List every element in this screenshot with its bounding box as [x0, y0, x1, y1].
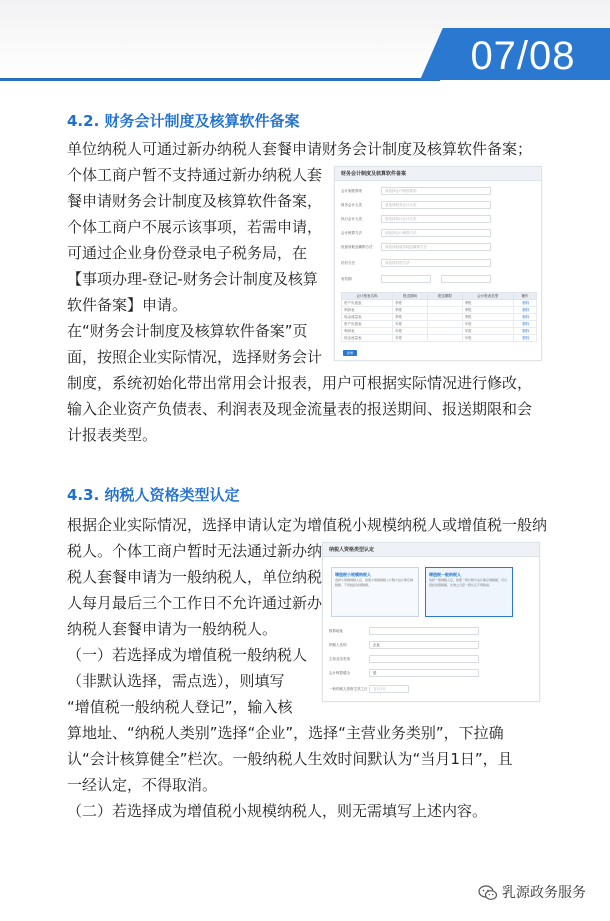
table-cell[interactable]: 年报 [462, 335, 513, 342]
form-row [329, 641, 529, 649]
section-43-line: 算地址、“纳税人类别”选择“企业”，选择“主营业务类别”，下拉确 [67, 724, 504, 742]
table-cell[interactable]: 季度 [393, 300, 428, 307]
section-42-line: 面，按照企业实际情况，选择财务会计 [67, 348, 323, 366]
table-cell: 现金流量表 [342, 335, 393, 342]
section-43-line: （二）若选择成为增值税小规模纳税人，则无需填写上述内容。 [67, 802, 488, 820]
header-rule [0, 78, 440, 81]
section-42-title: 4.2. 财务会计制度及核算软件备案 [67, 112, 300, 130]
table-cell[interactable] [427, 300, 462, 307]
section-42-line: 【事项办理-登记-财务会计制度及核算 [67, 270, 318, 288]
form-row [329, 669, 529, 677]
section-42-line: 输入企业资产负债表、利润表及现金流量表的报送期间、报送期限和会 [67, 400, 533, 418]
column-header: 操作 [513, 293, 536, 300]
delete-link[interactable]: 删除 [513, 307, 536, 314]
section-43-line: 税人。个体工商户暂时无法通过新办纳 [67, 542, 323, 560]
table-cell[interactable]: 年报 [462, 321, 513, 328]
section-43-line: （非默认选择，需点选），则填写 [67, 672, 285, 690]
section-43-line: 人每月最后三个工作日不允许通过新办 [67, 594, 323, 612]
table-row [342, 307, 537, 314]
report-table [341, 292, 537, 342]
form-row [341, 201, 541, 209]
field-label: 财务会计大类 [341, 203, 362, 207]
date-input[interactable] [381, 275, 431, 283]
field-select[interactable]: 请选择执行会计大类 [381, 215, 491, 223]
table-header-row [342, 293, 537, 300]
option-title: 增值税一般纳税人 [429, 572, 461, 577]
field-label: 核算地址 [329, 629, 343, 633]
table-cell: 资产负债表 [342, 321, 393, 328]
small-scale-taxpayer-option[interactable] [331, 567, 419, 617]
wechat-icon [478, 885, 498, 901]
field-label: 会计制度准则 [341, 189, 362, 193]
field-select[interactable]: 请选择财务会计大类 [381, 201, 491, 209]
taxpayer-type-select[interactable]: 企业 [369, 641, 479, 649]
field-label: 一般纳税人资格生效之日 [329, 687, 367, 691]
table-cell[interactable] [427, 314, 462, 321]
form-row [341, 275, 541, 283]
table-cell[interactable] [427, 307, 462, 314]
field-select[interactable]: 请选择会计制度准则 [381, 187, 491, 195]
table-cell[interactable] [427, 328, 462, 335]
field-label: 有效期 [341, 277, 352, 281]
form-row [341, 187, 541, 195]
table-cell: 利润表 [342, 328, 393, 335]
delete-link[interactable]: 删除 [513, 328, 536, 335]
field-select[interactable]: 请选择折旧方法 [381, 259, 491, 267]
screenshot-title: 财务会计制度及核算软件备案 [335, 167, 541, 181]
table-cell: 资产负债表 [342, 300, 393, 307]
add-row-button[interactable]: 新增 [343, 350, 357, 356]
table-cell[interactable]: 季报 [462, 307, 513, 314]
section-43-line: 纳税人套餐申请为一般纳税人。 [67, 620, 278, 638]
field-select[interactable]: 请选择会计核算方法 [381, 229, 491, 237]
section-43-line: 一经认定，不得取消。 [67, 776, 218, 794]
section-42-line: 可通过企业身份登录电子税务局，在 [67, 244, 308, 262]
section-42-line: 计报表类型。 [67, 426, 158, 444]
section-43-line: “增值税一般纳税人登记”，输入核 [67, 698, 293, 716]
table-cell[interactable]: 年度 [393, 328, 428, 335]
section-43-line: 认“会计核算健全”栏次。一般纳税人生效时间默认为“当月1日”，且 [67, 750, 513, 768]
table-cell[interactable] [427, 321, 462, 328]
option-description: 选择小规模纳税人后，按照小规模纳税人计税方法计算应纳税额，不得抵扣进项税额。 [335, 578, 414, 587]
table-row [342, 328, 537, 335]
form-row [341, 215, 541, 223]
table-cell[interactable]: 年度 [393, 321, 428, 328]
section-42-line: 软件备案】申请。 [67, 296, 188, 314]
form-row [329, 655, 529, 663]
field-label: 纳税人类别 [329, 643, 347, 647]
accounting-sound-select[interactable]: 是 [369, 669, 479, 677]
delete-link[interactable]: 删除 [513, 321, 536, 328]
field-label: 执行会计大类 [341, 217, 362, 221]
field-label: 会计核算方法 [341, 231, 362, 235]
field-label: 折旧方法 [341, 261, 355, 265]
form-row [329, 685, 529, 693]
option-description: 选择一般纳税人后，按照一般计税方法计算应纳税额，可以抵扣进项税额，生效之日起一经认定不得取消。 [429, 578, 508, 587]
table-row [342, 335, 537, 342]
table-cell[interactable]: 季度 [393, 314, 428, 321]
field-label: 低值易耗品摊销方法 [341, 245, 373, 249]
section-43-line: 根据企业实际情况，选择申请认定为增值税小规模纳税人或增值税一般纳 [67, 516, 548, 534]
screenshot-title: 纳税人资格类型认定 [323, 543, 539, 557]
table-cell[interactable]: 年度 [393, 335, 428, 342]
footer-brand-name: 乳源政务服务 [502, 885, 586, 901]
table-cell: 现金流量表 [342, 314, 393, 321]
delete-link[interactable]: 删除 [513, 300, 536, 307]
table-cell[interactable] [427, 335, 462, 342]
section-42-line: 餐申请财务会计制度及核算软件备案， [67, 192, 323, 210]
field-select[interactable]: 请选择低值易耗品摊销方法 [381, 243, 491, 251]
column-header: 会计报表类型 [462, 293, 513, 300]
table-cell: 利润表 [342, 307, 393, 314]
effective-date-input: 当月1日 [369, 685, 409, 693]
section-43-title: 4.3. 纳税人资格类型认定 [67, 486, 240, 504]
section-42-line: 制度，系统初始化带出常用会计报表，用户可根据实际情况进行修改， [67, 374, 533, 392]
field-label: 会计核算健全 [329, 671, 350, 675]
delete-link[interactable]: 删除 [513, 335, 536, 342]
column-header: 报送期间 [393, 293, 428, 300]
date-input[interactable] [441, 275, 491, 283]
form-row [341, 229, 541, 237]
column-header: 会计报表名称 [342, 293, 393, 300]
section-42-line: 个体工商户暂不支持通过新办纳税人套 [67, 166, 323, 184]
table-cell[interactable]: 年报 [462, 328, 513, 335]
delete-link[interactable]: 删除 [513, 314, 536, 321]
column-header: 报送期限 [427, 293, 462, 300]
form-row [341, 243, 541, 251]
form-row [341, 259, 541, 267]
taxpayer-qualification-screenshot [322, 542, 540, 702]
form-row [329, 627, 529, 635]
table-row [342, 321, 537, 328]
table-cell[interactable]: 季报 [462, 300, 513, 307]
section-43-line: （一）若选择成为增值税一般纳税人 [67, 646, 308, 664]
section-42-line: 个体工商户不展示该事项，若需申请， [67, 218, 323, 236]
main-business-select[interactable] [369, 655, 479, 663]
table-cell[interactable]: 季报 [462, 314, 513, 321]
field-label: 主营业务类别 [329, 657, 350, 661]
section-43-line: 税人套餐申请为一般纳税人，单位纳税 [67, 568, 323, 586]
accounting-filing-screenshot [334, 166, 542, 361]
section-42-line: 单位纳税人可通过新办纳税人套餐申请财务会计制度及核算软件备案； [67, 140, 533, 158]
table-cell[interactable]: 季度 [393, 307, 428, 314]
table-row [342, 314, 537, 321]
address-input[interactable] [369, 627, 479, 635]
section-42-line: 在“财务会计制度及核算软件备案”页 [67, 322, 308, 340]
general-taxpayer-option[interactable] [425, 567, 513, 617]
page-indicator: 07/08 [470, 34, 576, 78]
option-title: 增值税小规模纳税人 [335, 572, 371, 577]
table-row [342, 300, 537, 307]
